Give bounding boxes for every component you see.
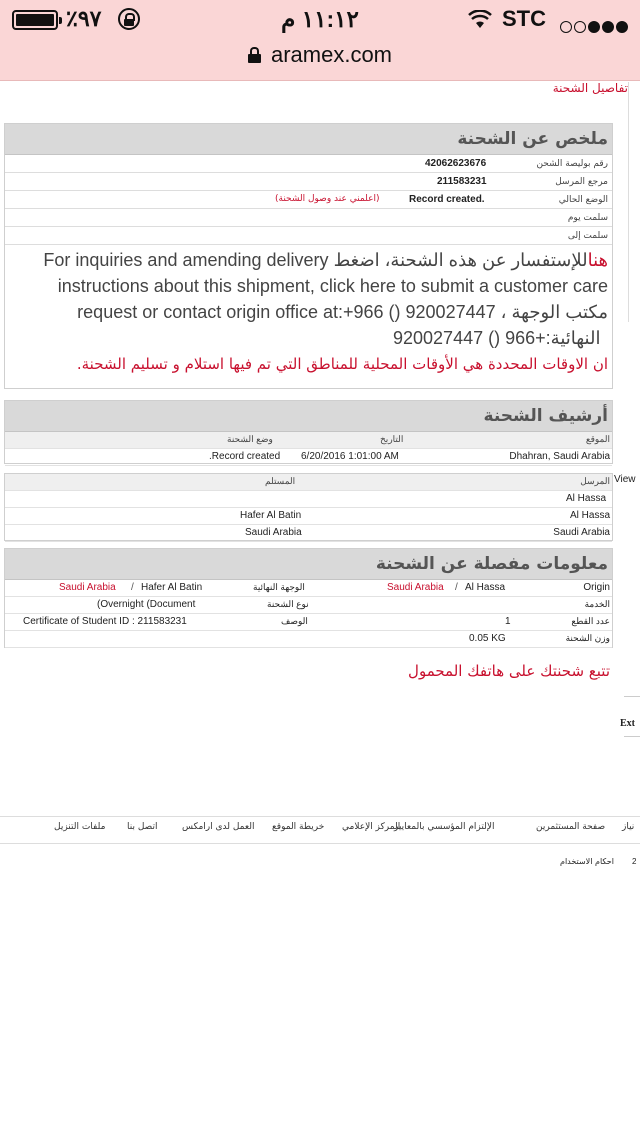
signal-dot	[560, 21, 572, 33]
browser-top-bar	[0, 0, 640, 81]
archive-title: أرشيف الشحنة	[5, 401, 612, 432]
footer-links	[0, 822, 640, 840]
signal-dot	[616, 21, 628, 33]
local-times-note: ان الاوقات المحددة هي الأوقات المحلية للمناطق التي تم فيها استلام و تسليم الشحنة.	[76, 355, 608, 373]
carrier-name: STC	[502, 6, 546, 31]
parties-row: Al Hassa Hafer Al Batin	[5, 508, 612, 525]
inquiry-text: For inquiries and amending delivery هناللإستفسار عن هذه الشحنة، اضغط instructions about this shipment, click here to submit a customer care request or contact origin office at:+966 () 920027447 ، مكتب الوجهة النهائية:+966 () 920027447	[43, 250, 608, 348]
signal-strength-icon	[560, 13, 630, 43]
footer-link[interactable]: العمل لدى ارامكس	[182, 822, 255, 832]
notify-on-arrival-link[interactable]: (اعلمني عند وصول الشحنة)	[275, 194, 380, 204]
shipment-details-panel	[4, 548, 613, 648]
footer-divider	[0, 816, 640, 817]
signal-dot	[588, 21, 600, 33]
footer-link[interactable]: الإلتزام المؤسسي بالمعايير	[394, 822, 495, 832]
details-row-weight: وزن الشحنة 0.05 KG	[5, 631, 612, 648]
footer-link[interactable]: المركز الإعلامي	[342, 822, 401, 832]
breadcrumb[interactable]: تفاصيل الشحنة	[552, 81, 628, 95]
wifi-icon	[468, 10, 492, 30]
battery-percent: ٪٩٧	[66, 6, 102, 31]
footer-link[interactable]: اتصل بنا	[127, 822, 158, 832]
summary-row-delivered-to: سلمت إلى	[5, 227, 612, 245]
footer-divider	[0, 843, 640, 844]
archive-header-row: الموقع التاريخ وضع الشحنة	[5, 432, 612, 449]
details-row-service-type: الخدمة نوع الشحنة (Overnight (Document	[5, 597, 612, 614]
footer-link[interactable]: ملفات التنزيل	[54, 822, 106, 832]
url-text: aramex.com	[270, 42, 393, 67]
mobile-tracking-link[interactable]: تتبع شحنتك على هاتفك المحمول	[408, 662, 610, 680]
shipment-summary-panel	[4, 123, 613, 389]
address-bar[interactable]	[0, 42, 640, 68]
parties-row: Saudi Arabia Saudi Arabia	[5, 525, 612, 542]
clock: ١١:١٢ م	[281, 6, 359, 32]
summary-row-reference: مرجع المرسل 211583231	[5, 173, 612, 191]
page-edge-column	[628, 82, 640, 322]
signal-dot	[602, 21, 614, 33]
terms-link[interactable]: احكام الاستخدام	[560, 857, 614, 866]
parties-row: Al Hassa	[5, 491, 612, 508]
details-title: معلومات مفصلة عن الشحنة	[5, 549, 612, 580]
side-divider	[624, 736, 640, 737]
footer-link[interactable]: خريطة الموقع	[272, 822, 325, 832]
details-row-pieces-description: عدد القطع 1 الوصف Certificate of Student ID : 211583231	[5, 614, 612, 631]
summary-title: ملخص عن الشحنة	[5, 124, 612, 155]
copyright-cut: 2	[632, 857, 637, 866]
summary-row-awb: رقم بوليصة الشحن 42062623676	[5, 155, 612, 173]
inquiry-here-link[interactable]: هنا	[587, 250, 608, 270]
view-link-cut[interactable]: View	[614, 474, 636, 485]
footer-link-cut[interactable]: نياز	[622, 822, 635, 832]
summary-row-status: الوضع الحالي Record created. (اعلمني عند وصول الشحنة)	[5, 191, 612, 209]
footer-link[interactable]: صفحة المستثمرين	[536, 822, 606, 832]
shipment-archive-panel	[4, 400, 613, 464]
lock-icon	[248, 47, 261, 63]
parties-header-row: المرسل المستلم	[5, 474, 612, 491]
signal-dot	[574, 21, 586, 33]
ext-link-cut[interactable]: Ext	[620, 718, 635, 729]
archive-row: Dhahran, Saudi Arabia 6/20/2016 1:01:00 AM Record created.	[5, 449, 612, 466]
sender-receiver-panel	[4, 473, 613, 541]
details-row-origin-destination: Origin Al Hassa / Saudi Arabia الوجهة النهائية Hafer Al Batin / Saudi Arabia	[5, 580, 612, 597]
summary-row-delivered-on: سلمت يوم	[5, 209, 612, 227]
side-divider	[624, 696, 640, 697]
